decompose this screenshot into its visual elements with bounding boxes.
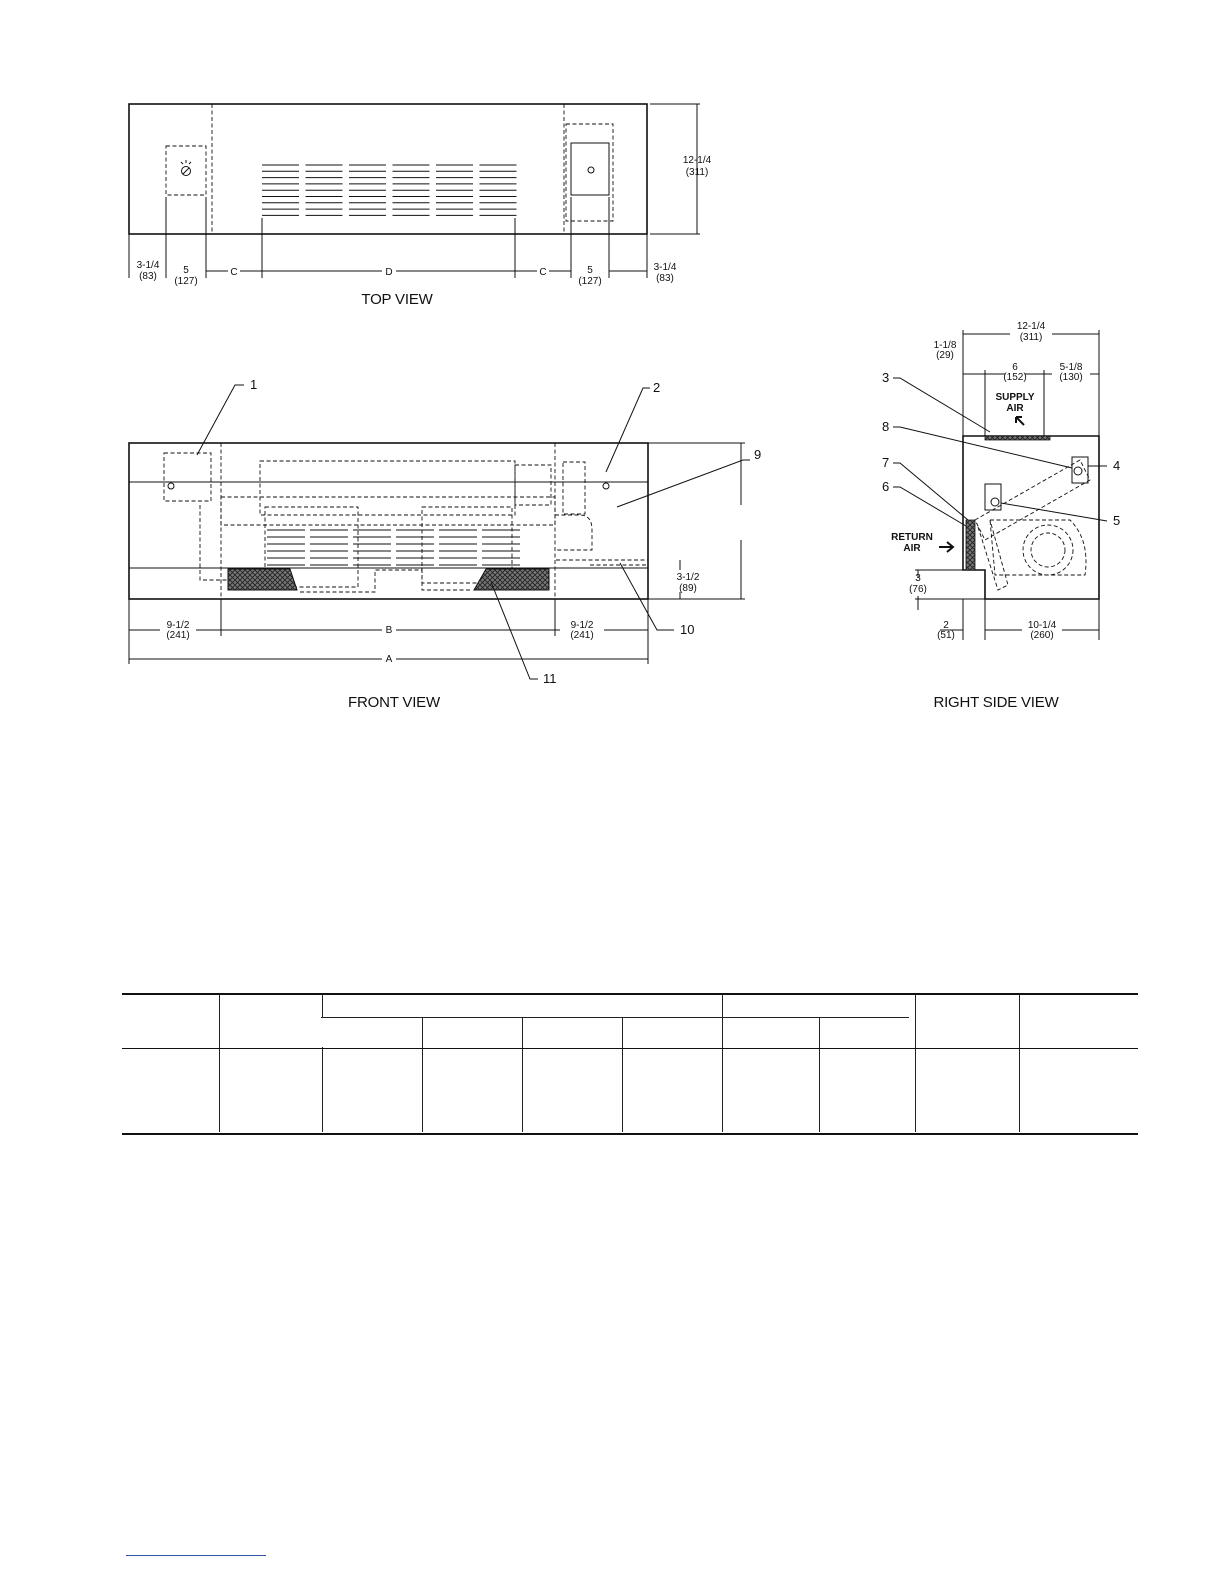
- side-setback-in: 2: [943, 620, 949, 631]
- front-base-in: 3-1/2: [676, 572, 700, 583]
- side-toe-mm: (76): [909, 584, 927, 595]
- front-left-in: 9-1/2: [166, 620, 190, 631]
- front-b: B: [385, 625, 393, 636]
- top-height-in: 12-1/4: [682, 155, 712, 166]
- side-depth-mm: (311): [1019, 332, 1043, 343]
- table-header-rule: [122, 1048, 1138, 1049]
- thermostat-icon: [168, 483, 174, 489]
- valve-4-icon: [1074, 467, 1082, 475]
- side-outlet-in: 6: [1012, 362, 1018, 373]
- top-view: [129, 104, 712, 308]
- side-toe-in: 3: [915, 573, 921, 584]
- table-header-row: [122, 993, 1138, 1017]
- front-view-title: FRONT VIEW: [348, 694, 440, 711]
- callout-2: 2: [653, 380, 661, 395]
- table-top-rule: [122, 993, 1138, 995]
- callout-9: 9: [754, 447, 762, 462]
- top-height-mm: (311): [685, 167, 709, 178]
- switch-box: [571, 143, 609, 195]
- top-c-right: C: [539, 267, 547, 278]
- top-right-edge-in: 3-1/4: [653, 262, 677, 273]
- top-right-box-mm: (127): [578, 276, 602, 287]
- callout-1: 1: [250, 377, 258, 392]
- table-row: [122, 1047, 1138, 1132]
- top-view-outline: [129, 104, 647, 234]
- front-a: A: [385, 654, 393, 665]
- side-setback-mm: (51): [937, 630, 955, 641]
- front-right-mm: (241): [570, 630, 594, 641]
- supply-air-arrow-icon: [1016, 417, 1024, 425]
- top-left-box-in: 5: [183, 265, 189, 276]
- side-supply-grille: [985, 436, 1050, 440]
- side-front-mm: (130): [1059, 372, 1083, 383]
- side-base-depth-in: 10-1/4: [1027, 620, 1057, 631]
- valve-5-icon: [991, 498, 999, 506]
- spec-table: [122, 993, 1138, 1132]
- supply-air-label-1: SUPPLY: [995, 392, 1035, 403]
- top-left-box-mm: (127): [174, 276, 198, 287]
- side-back-in: 1-1/8: [933, 340, 957, 351]
- callout-11: 11: [543, 671, 557, 686]
- top-left-edge-in: 3-1/4: [136, 260, 160, 271]
- side-depth-in: 12-1/4: [1016, 321, 1046, 332]
- side-back-mm: (29): [936, 350, 954, 361]
- top-grille: [262, 165, 517, 215]
- top-left-edge-mm: (83): [139, 271, 157, 282]
- top-d: D: [385, 267, 393, 278]
- top-view-title: TOP VIEW: [361, 291, 433, 308]
- blower-wheel-icon: [1023, 525, 1073, 575]
- callout-7: 7: [882, 455, 890, 470]
- side-outlet-mm: (152): [1003, 372, 1027, 383]
- front-view: [129, 377, 761, 711]
- callout-6: 6: [882, 479, 890, 494]
- switch-front-icon: [603, 483, 609, 489]
- footer-rule: [126, 1555, 266, 1557]
- top-right-edge-mm: (83): [656, 273, 674, 284]
- front-right-in: 9-1/2: [570, 620, 594, 631]
- callout-5: 5: [1113, 513, 1121, 528]
- return-air-label-1: RETURN: [891, 532, 933, 543]
- top-c-left: C: [230, 267, 238, 278]
- side-return-filter: [966, 520, 975, 570]
- callout-3: 3: [882, 370, 890, 385]
- side-front-in: 5-1/8: [1059, 362, 1083, 373]
- return-air-arrow-icon: [939, 542, 953, 552]
- table-bottom-rule: [122, 1133, 1138, 1135]
- front-grille: [267, 530, 520, 565]
- callout-8: 8: [882, 419, 890, 434]
- return-air-label-2: AIR: [903, 543, 921, 554]
- callout-4: 4: [1113, 458, 1121, 473]
- side-view-title: RIGHT SIDE VIEW: [933, 694, 1059, 711]
- switch-icon: [588, 167, 594, 173]
- side-base-depth-mm: (260): [1030, 630, 1054, 641]
- front-base-mm: (89): [679, 583, 697, 594]
- callout-10: 10: [680, 622, 695, 637]
- front-view-outline: [129, 443, 648, 599]
- front-left-mm: (241): [166, 630, 190, 641]
- filter-left: [228, 569, 297, 590]
- supply-air-label-2: AIR: [1006, 403, 1024, 414]
- filter-right: [474, 569, 549, 590]
- table-group-rule: [321, 1017, 909, 1018]
- side-view: [882, 321, 1120, 711]
- top-right-box-in: 5: [587, 265, 593, 276]
